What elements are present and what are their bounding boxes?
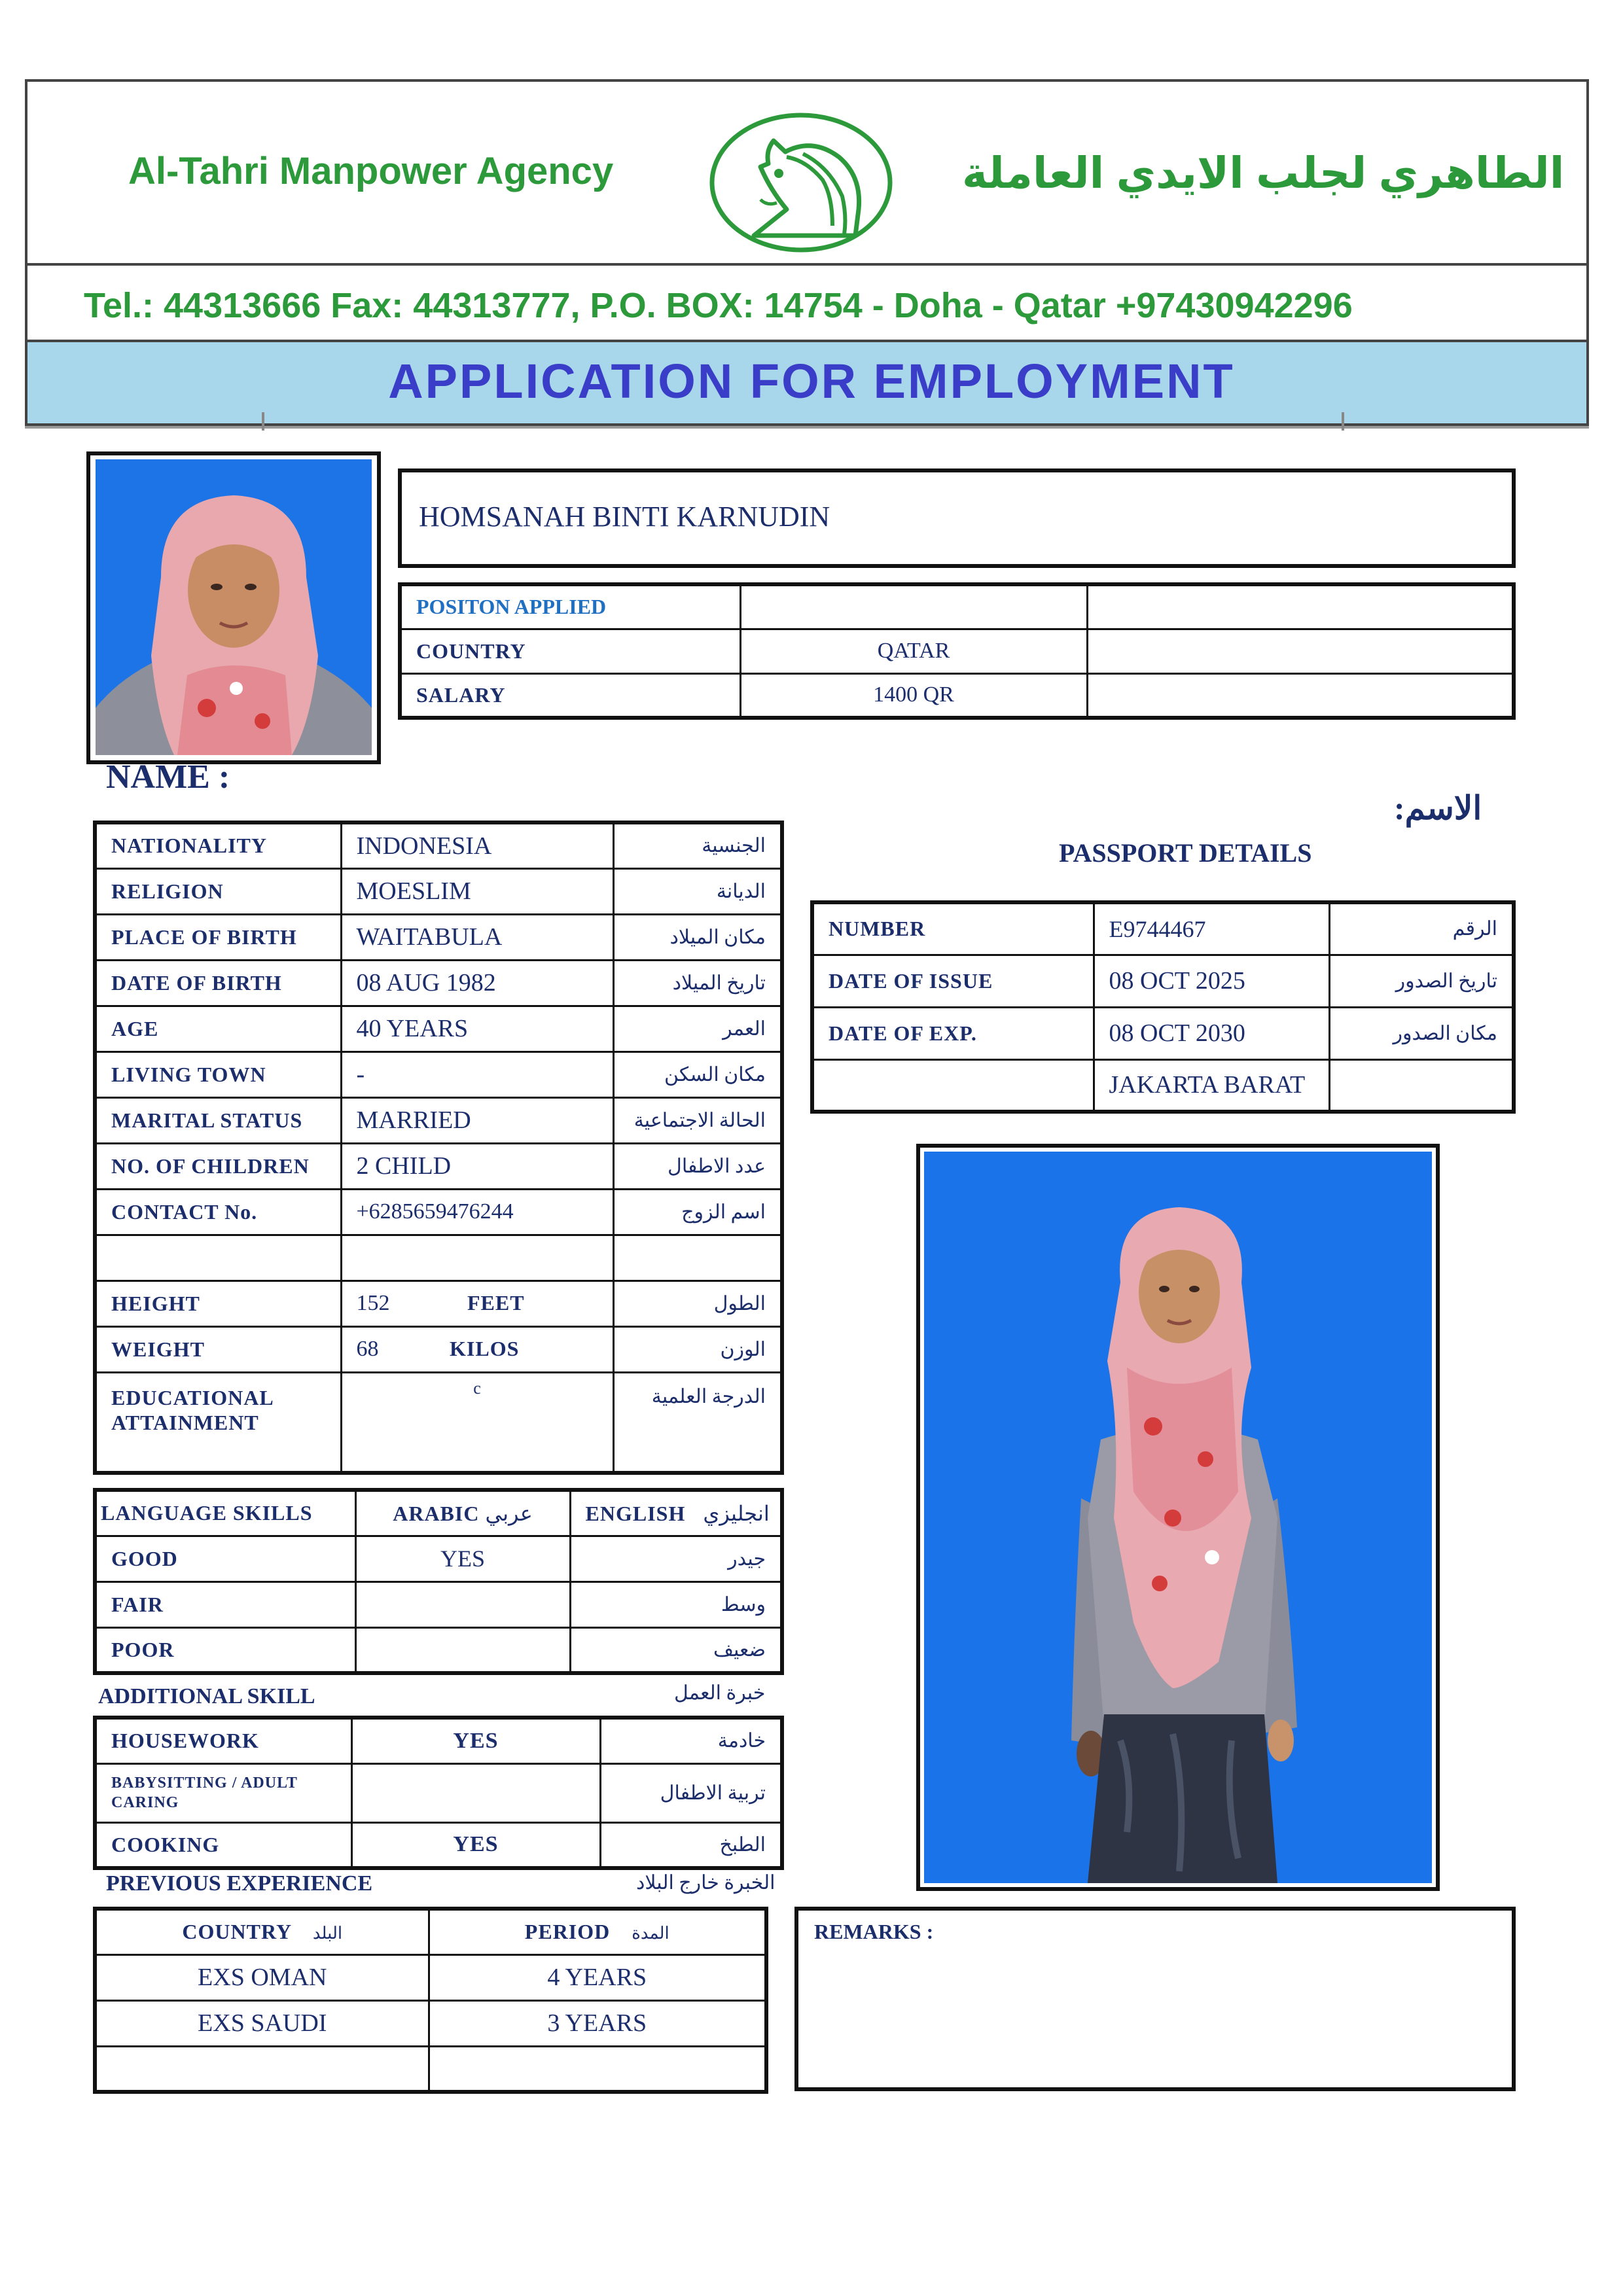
previous-experience-table [93, 1907, 768, 2094]
table-row [95, 960, 782, 1006]
agency-name-en: Al-Tahri Manpower Agency [128, 150, 614, 192]
education-label [95, 1372, 341, 1473]
language-header-row [95, 1490, 782, 1536]
experience-period: 4 YEARS [429, 1954, 766, 2000]
living-town-value: - [341, 1051, 613, 1097]
education-label-line2: ATTAINMENT [111, 1410, 259, 1434]
religion-label: RELIGION [95, 868, 341, 914]
table-row [95, 2000, 766, 2046]
height-value: 152 [356, 1291, 390, 1315]
place-of-issue-label [812, 1059, 1094, 1112]
poor-label-ar: ضعيف [570, 1627, 782, 1673]
age-label-ar: العمر [613, 1006, 782, 1051]
period-column-label: PERIOD [524, 1920, 611, 1944]
cooking-value: YES [351, 1822, 600, 1868]
table-row [812, 955, 1514, 1007]
table-row [95, 868, 782, 914]
date-of-exp-label: DATE OF EXP. [812, 1007, 1094, 1059]
position-applied-label: POSITON APPLIED [400, 584, 740, 629]
good-label: GOOD [95, 1536, 355, 1581]
table-row [95, 1143, 782, 1189]
place-of-birth-label: PLACE OF BIRTH [95, 914, 341, 960]
header-cut-line [25, 426, 1589, 429]
passport-number-value: E9744467 [1094, 902, 1329, 955]
country-column-header [95, 1909, 429, 1954]
babysitting-label: BABYSITTING / ADULT CARING [95, 1763, 351, 1822]
form-title: APPLICATION FOR EMPLOYMENT [388, 354, 1235, 408]
country-label: COUNTRY [400, 629, 740, 673]
age-value: 40 YEARS [341, 1006, 613, 1051]
table-row [812, 1007, 1514, 1059]
position-row [400, 584, 1514, 629]
salary-extra [1087, 673, 1514, 718]
children-value: 2 CHILD [341, 1143, 613, 1189]
housework-label-ar: خادمة [600, 1718, 782, 1763]
date-of-issue-label: DATE OF ISSUE [812, 955, 1094, 1007]
table-row [95, 914, 782, 960]
marital-status-label-ar: الحالة الاجتماعية [613, 1097, 782, 1143]
table-row [95, 1189, 782, 1235]
height-label: HEIGHT [95, 1280, 341, 1326]
name-label: NAME : [106, 758, 230, 796]
table-row [95, 1326, 782, 1372]
living-town-label-ar: مكان السكن [613, 1051, 782, 1097]
additional-skill-label-ar: خبرة العمل [674, 1682, 766, 1704]
language-skills-label: LANGUAGE SKILLS [95, 1490, 355, 1536]
passport-number-label-ar: الرقم [1329, 902, 1514, 955]
fair-label-ar: وسط [570, 1581, 782, 1627]
header-divider [25, 263, 1589, 266]
children-label: NO. OF CHILDREN [95, 1143, 341, 1189]
living-town-label: LIVING TOWN [95, 1051, 341, 1097]
religion-label-ar: الديانة [613, 868, 782, 914]
arabic-label-ar: عربي [485, 1501, 533, 1525]
table-row [95, 1627, 782, 1673]
housework-label: HOUSEWORK [95, 1718, 351, 1763]
english-header [570, 1490, 782, 1536]
table-row [95, 1006, 782, 1051]
contact-line: Tel.: 44313666 Fax: 44313777, P.O. BOX: 14754 - Doha - Qatar +97430942296 [84, 286, 1353, 325]
period-column-header [429, 1909, 766, 1954]
remarks-label: REMARKS : [814, 1920, 934, 1943]
fair-label: FAIR [95, 1581, 355, 1627]
weight-value-cell [341, 1326, 613, 1372]
experience-header-row [95, 1909, 766, 1954]
contact-label: CONTACT No. [95, 1189, 341, 1235]
education-label-line1: EDUCATIONAL [111, 1385, 274, 1409]
language-skills-table [93, 1488, 784, 1675]
marital-status-label: MARITAL STATUS [95, 1097, 341, 1143]
housework-value: YES [351, 1718, 600, 1763]
empty-cell [95, 1235, 341, 1280]
religion-value: MOESLIM [341, 868, 613, 914]
additional-skill-label: ADDITIONAL SKILL [98, 1684, 315, 1708]
good-label-ar: جيدر [570, 1536, 782, 1581]
table-row-empty [95, 2046, 766, 2092]
good-arabic-value: YES [355, 1536, 570, 1581]
previous-experience-label-ar: الخبرة خارج البلاد [636, 1872, 776, 1894]
country-value: QATAR [740, 629, 1087, 673]
table-row-empty [95, 1235, 782, 1280]
education-label-ar: الدرجة العلمية [613, 1372, 782, 1473]
place-of-birth-label-ar: مكان الميلاد [613, 914, 782, 960]
contact-value: +6285659476244 [341, 1189, 613, 1235]
passport-number-label: NUMBER [812, 902, 1094, 955]
age-label: AGE [95, 1006, 341, 1051]
arabic-label: ARABIC [393, 1501, 480, 1525]
country-row [400, 629, 1514, 673]
cooking-label: COOKING [95, 1822, 351, 1868]
height-unit: FEET [467, 1291, 525, 1315]
agency-name-ar: الطاهري لجلب الايدي العاملة [962, 149, 1565, 197]
place-of-birth-value: WAITABULA [341, 914, 613, 960]
full-body-photo [924, 1152, 1432, 1883]
table-row [812, 1059, 1514, 1112]
weight-unit: KILOS [450, 1337, 520, 1360]
country-column-label-ar: البلد [312, 1924, 343, 1943]
education-value: c [341, 1372, 613, 1473]
country-column-label: COUNTRY [182, 1920, 291, 1944]
salary-value: 1400 QR [740, 673, 1087, 718]
table-row [95, 1097, 782, 1143]
position-table [398, 582, 1516, 720]
salary-label: SALARY [400, 673, 740, 718]
place-of-issue-label-ar [1329, 1059, 1514, 1112]
table-row [95, 1763, 782, 1822]
portrait-photo [96, 459, 372, 755]
babysitting-value [351, 1763, 600, 1822]
experience-country: EXS OMAN [95, 1954, 429, 2000]
contact-label-ar: اسم الزوج [613, 1189, 782, 1235]
children-label-ar: عدد الاطفال [613, 1143, 782, 1189]
fair-arabic-value [355, 1581, 570, 1627]
babysitting-label-ar: تربية الاطفال [600, 1763, 782, 1822]
weight-label-ar: الوزن [613, 1326, 782, 1372]
date-of-exp-value: 08 OCT 2030 [1094, 1007, 1329, 1059]
place-of-issue-value: JAKARTA BARAT [1094, 1059, 1329, 1112]
name-label-ar: الاسم: [1394, 790, 1482, 826]
table-row [812, 902, 1514, 955]
table-row [95, 1280, 782, 1326]
passport-details-table [810, 900, 1516, 1114]
date-of-issue-value: 08 OCT 2025 [1094, 955, 1329, 1007]
passport-details-title: PASSPORT DETAILS [1059, 838, 1312, 868]
header-tick [262, 412, 264, 431]
date-of-issue-label-ar: تاريخ الصدور [1329, 955, 1514, 1007]
empty-cell [95, 2046, 429, 2092]
header-tick [1342, 412, 1344, 431]
experience-period: 3 YEARS [429, 2000, 766, 2046]
empty-cell [341, 1235, 613, 1280]
height-value-cell [341, 1280, 613, 1326]
english-label-ar: انجليزي [703, 1501, 770, 1525]
poor-label: POOR [95, 1627, 355, 1673]
table-row [95, 1581, 782, 1627]
table-row [95, 1822, 782, 1868]
horse-head-icon [708, 111, 895, 254]
table-row [95, 1536, 782, 1581]
cooking-label-ar: الطبخ [600, 1822, 782, 1868]
date-of-birth-label-ar: تاريخ الميلاد [613, 960, 782, 1006]
empty-cell [613, 1235, 782, 1280]
experience-country: EXS SAUDI [95, 2000, 429, 2046]
nationality-label-ar: الجنسية [613, 822, 782, 868]
period-column-label-ar: المدة [632, 1924, 669, 1943]
previous-experience-label: PREVIOUS EXPERIENCE [106, 1871, 373, 1896]
weight-value: 68 [356, 1337, 379, 1361]
position-applied-extra [1087, 584, 1514, 629]
date-of-exp-label-ar: مكان الصدور [1329, 1007, 1514, 1059]
table-row [95, 1954, 766, 2000]
additional-skills-table [93, 1716, 784, 1870]
salary-row [400, 673, 1514, 718]
table-row [95, 1051, 782, 1097]
applicant-name: HOMSANAH BINTI KARNUDIN [419, 501, 830, 533]
english-label: ENGLISH [585, 1501, 686, 1525]
table-row [95, 1718, 782, 1763]
position-applied-value [740, 584, 1087, 629]
table-row [95, 1372, 782, 1473]
marital-status-value: MARRIED [341, 1097, 613, 1143]
country-extra [1087, 629, 1514, 673]
nationality-value: INDONESIA [341, 822, 613, 868]
date-of-birth-label: DATE OF BIRTH [95, 960, 341, 1006]
arabic-header [355, 1490, 570, 1536]
poor-arabic-value [355, 1627, 570, 1673]
nationality-label: NATIONALITY [95, 822, 341, 868]
height-label-ar: الطول [613, 1280, 782, 1326]
date-of-birth-value: 08 AUG 1982 [341, 960, 613, 1006]
weight-label: WEIGHT [95, 1326, 341, 1372]
empty-cell [429, 2046, 766, 2092]
personal-details-table [93, 821, 784, 1475]
table-row [95, 822, 782, 868]
